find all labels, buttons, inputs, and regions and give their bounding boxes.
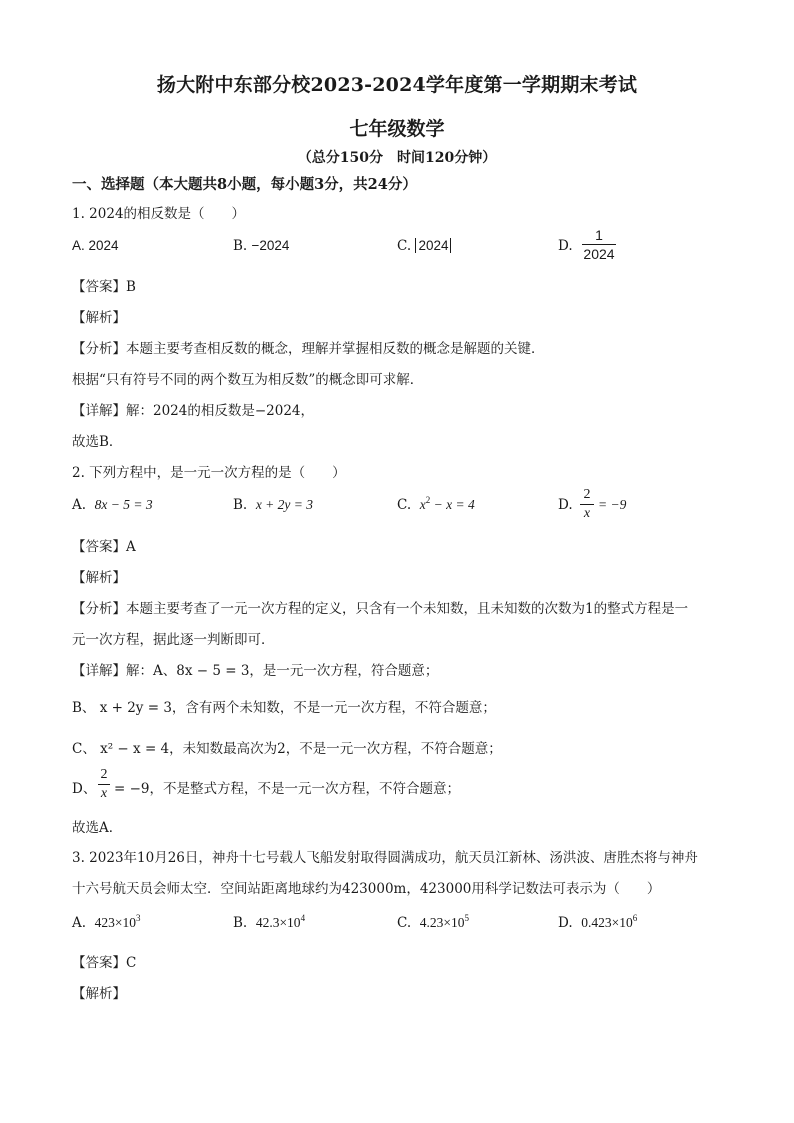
fraction-numerator: 2 — [583, 487, 591, 502]
fraction-denominator: x — [583, 506, 591, 521]
q2-detail-a: 【详解】解：A、8x − 5 = 3，是一元一次方程，符合题意； — [72, 663, 439, 679]
q2-detail-c: C、 x² − x = 4，未知数最高次为2，不是一元一次方程，不符合题意； — [72, 741, 502, 757]
q2-detail-d-fraction — [98, 767, 110, 802]
q3-option-a — [72, 915, 141, 931]
q1-answer: 【答案】B — [72, 279, 136, 295]
fraction-numerator: 2 — [100, 767, 108, 782]
q2-option-c-rest: − x = 4 — [430, 497, 475, 512]
q3-option-a-base: 423×10 — [94, 915, 137, 930]
q1-option-c-value: 2024 — [415, 238, 451, 253]
q3-option-c-base: 4.23×10 — [419, 915, 465, 930]
exam-title: 扬大附中东部分校2023-2024学年度第一学期期末考试 — [156, 74, 638, 96]
exam-subject: 七年级数学 — [349, 118, 445, 140]
q3-option-d-label: D. — [558, 915, 573, 931]
q3-option-b-label: B. — [233, 915, 248, 931]
q2-option-a — [72, 497, 153, 513]
q1-option-d-label: D. — [558, 238, 573, 254]
q3-option-d — [558, 915, 637, 931]
q1-option-b — [233, 238, 289, 254]
fraction-numerator: 1 — [595, 227, 603, 243]
q2-fenxi-2: 元一次方程，据此逐一判断即可． — [72, 632, 275, 648]
q2-option-b-value: x + 2y = 3 — [255, 497, 314, 512]
q1-fenxi: 【分析】本题主要考查相反数的概念，理解并掌握相反数的概念是解题的关键． — [72, 341, 545, 357]
q3-option-b-exponent: 4 — [300, 913, 306, 923]
q3-option-c — [397, 915, 469, 931]
q2-option-c-exponent: 2 — [425, 495, 431, 505]
q1-option-a — [72, 238, 119, 254]
q1-option-d-fraction — [582, 227, 616, 262]
q3-option-c-label: C. — [397, 915, 412, 931]
fraction-bar — [582, 244, 616, 245]
q3-option-b — [233, 915, 305, 931]
q3-option-d-base: 0.423×10 — [581, 915, 633, 930]
q1-option-c — [397, 238, 451, 254]
q3-stem-line1: 3. 2023年10月26日，神舟十七号载人飞船发射取得圆满成功，航天员江新林、汤洪波、唐胜杰将与神舟 — [72, 850, 698, 866]
q2-analysis-label: 【解析】 — [72, 570, 126, 586]
exam-meta: （总分150分 时间120分钟） — [297, 150, 497, 166]
q2-option-d-fraction — [580, 487, 594, 522]
q3-option-d-exponent: 6 — [632, 913, 638, 923]
q2-detail-b: B、 x + 2y = 3，含有两个未知数，不是一元一次方程，不符合题意； — [72, 700, 496, 716]
q2-conclusion: 故选A． — [72, 820, 123, 836]
fraction-bar — [580, 504, 594, 505]
q3-option-b-base: 42.3×10 — [255, 915, 301, 930]
q2-option-b-label: B. — [233, 497, 248, 513]
q1-fenxi-2: 根据“只有符号不同的两个数互为相反数”的概念即可求解． — [72, 372, 424, 388]
q2-detail-d-text: = −9，不是整式方程，不是一元一次方程，不符合题意； — [114, 781, 461, 797]
fraction-bar — [98, 784, 110, 785]
q1-option-b-value: −2024 — [251, 238, 290, 253]
q1-detail: 【详解】解：2024的相反数是−2024， — [72, 403, 315, 419]
q1-analysis-label: 【解析】 — [72, 310, 126, 326]
q1-option-c-label: C. — [397, 238, 412, 254]
section-heading: 一、选择题（本大题共8小题，每小题3分，共24分） — [72, 176, 417, 193]
q3-analysis-label: 【解析】 — [72, 986, 126, 1002]
q2-option-d-rhs: = −9 — [598, 497, 627, 512]
q3-option-a-label: A. — [72, 915, 87, 931]
q2-option-d-label: D. — [558, 497, 573, 513]
q2-answer: 【答案】A — [72, 539, 136, 555]
q1-option-b-label: B. — [233, 238, 248, 254]
q1-option-a-text: A. 2024 — [72, 238, 119, 253]
q1-stem: 1. 2024的相反数是（ ） — [72, 206, 246, 222]
q2-option-b — [233, 497, 313, 513]
q2-option-c-label: C. — [397, 497, 412, 513]
q3-option-a-exponent: 3 — [136, 913, 141, 923]
q2-fenxi: 【分析】本题主要考查了一元一次方程的定义，只含有一个未知数，且未知数的次数为1的整式方程是一 — [72, 601, 689, 617]
fraction-denominator: 2024 — [583, 246, 615, 262]
q1-conclusion: 故选B． — [72, 434, 123, 450]
q2-option-c — [397, 497, 475, 513]
q2-detail-d-prefix: D、 — [72, 781, 97, 797]
q2-stem: 2. 下列方程中，是一元一次方程的是（ ） — [72, 465, 346, 481]
q2-option-a-label: A. — [72, 497, 87, 513]
q3-answer: 【答案】C — [72, 955, 137, 971]
q2-option-c-base: x — [419, 497, 426, 512]
q3-stem-line2: 十六号航天员会师太空．空间站距离地球约为423000m，423000用科学记数法可表示为（ ） — [72, 881, 661, 897]
q3-option-c-exponent: 5 — [464, 913, 469, 923]
fraction-denominator: x — [100, 786, 108, 801]
q2-option-a-value: 8x − 5 = 3 — [94, 497, 153, 512]
